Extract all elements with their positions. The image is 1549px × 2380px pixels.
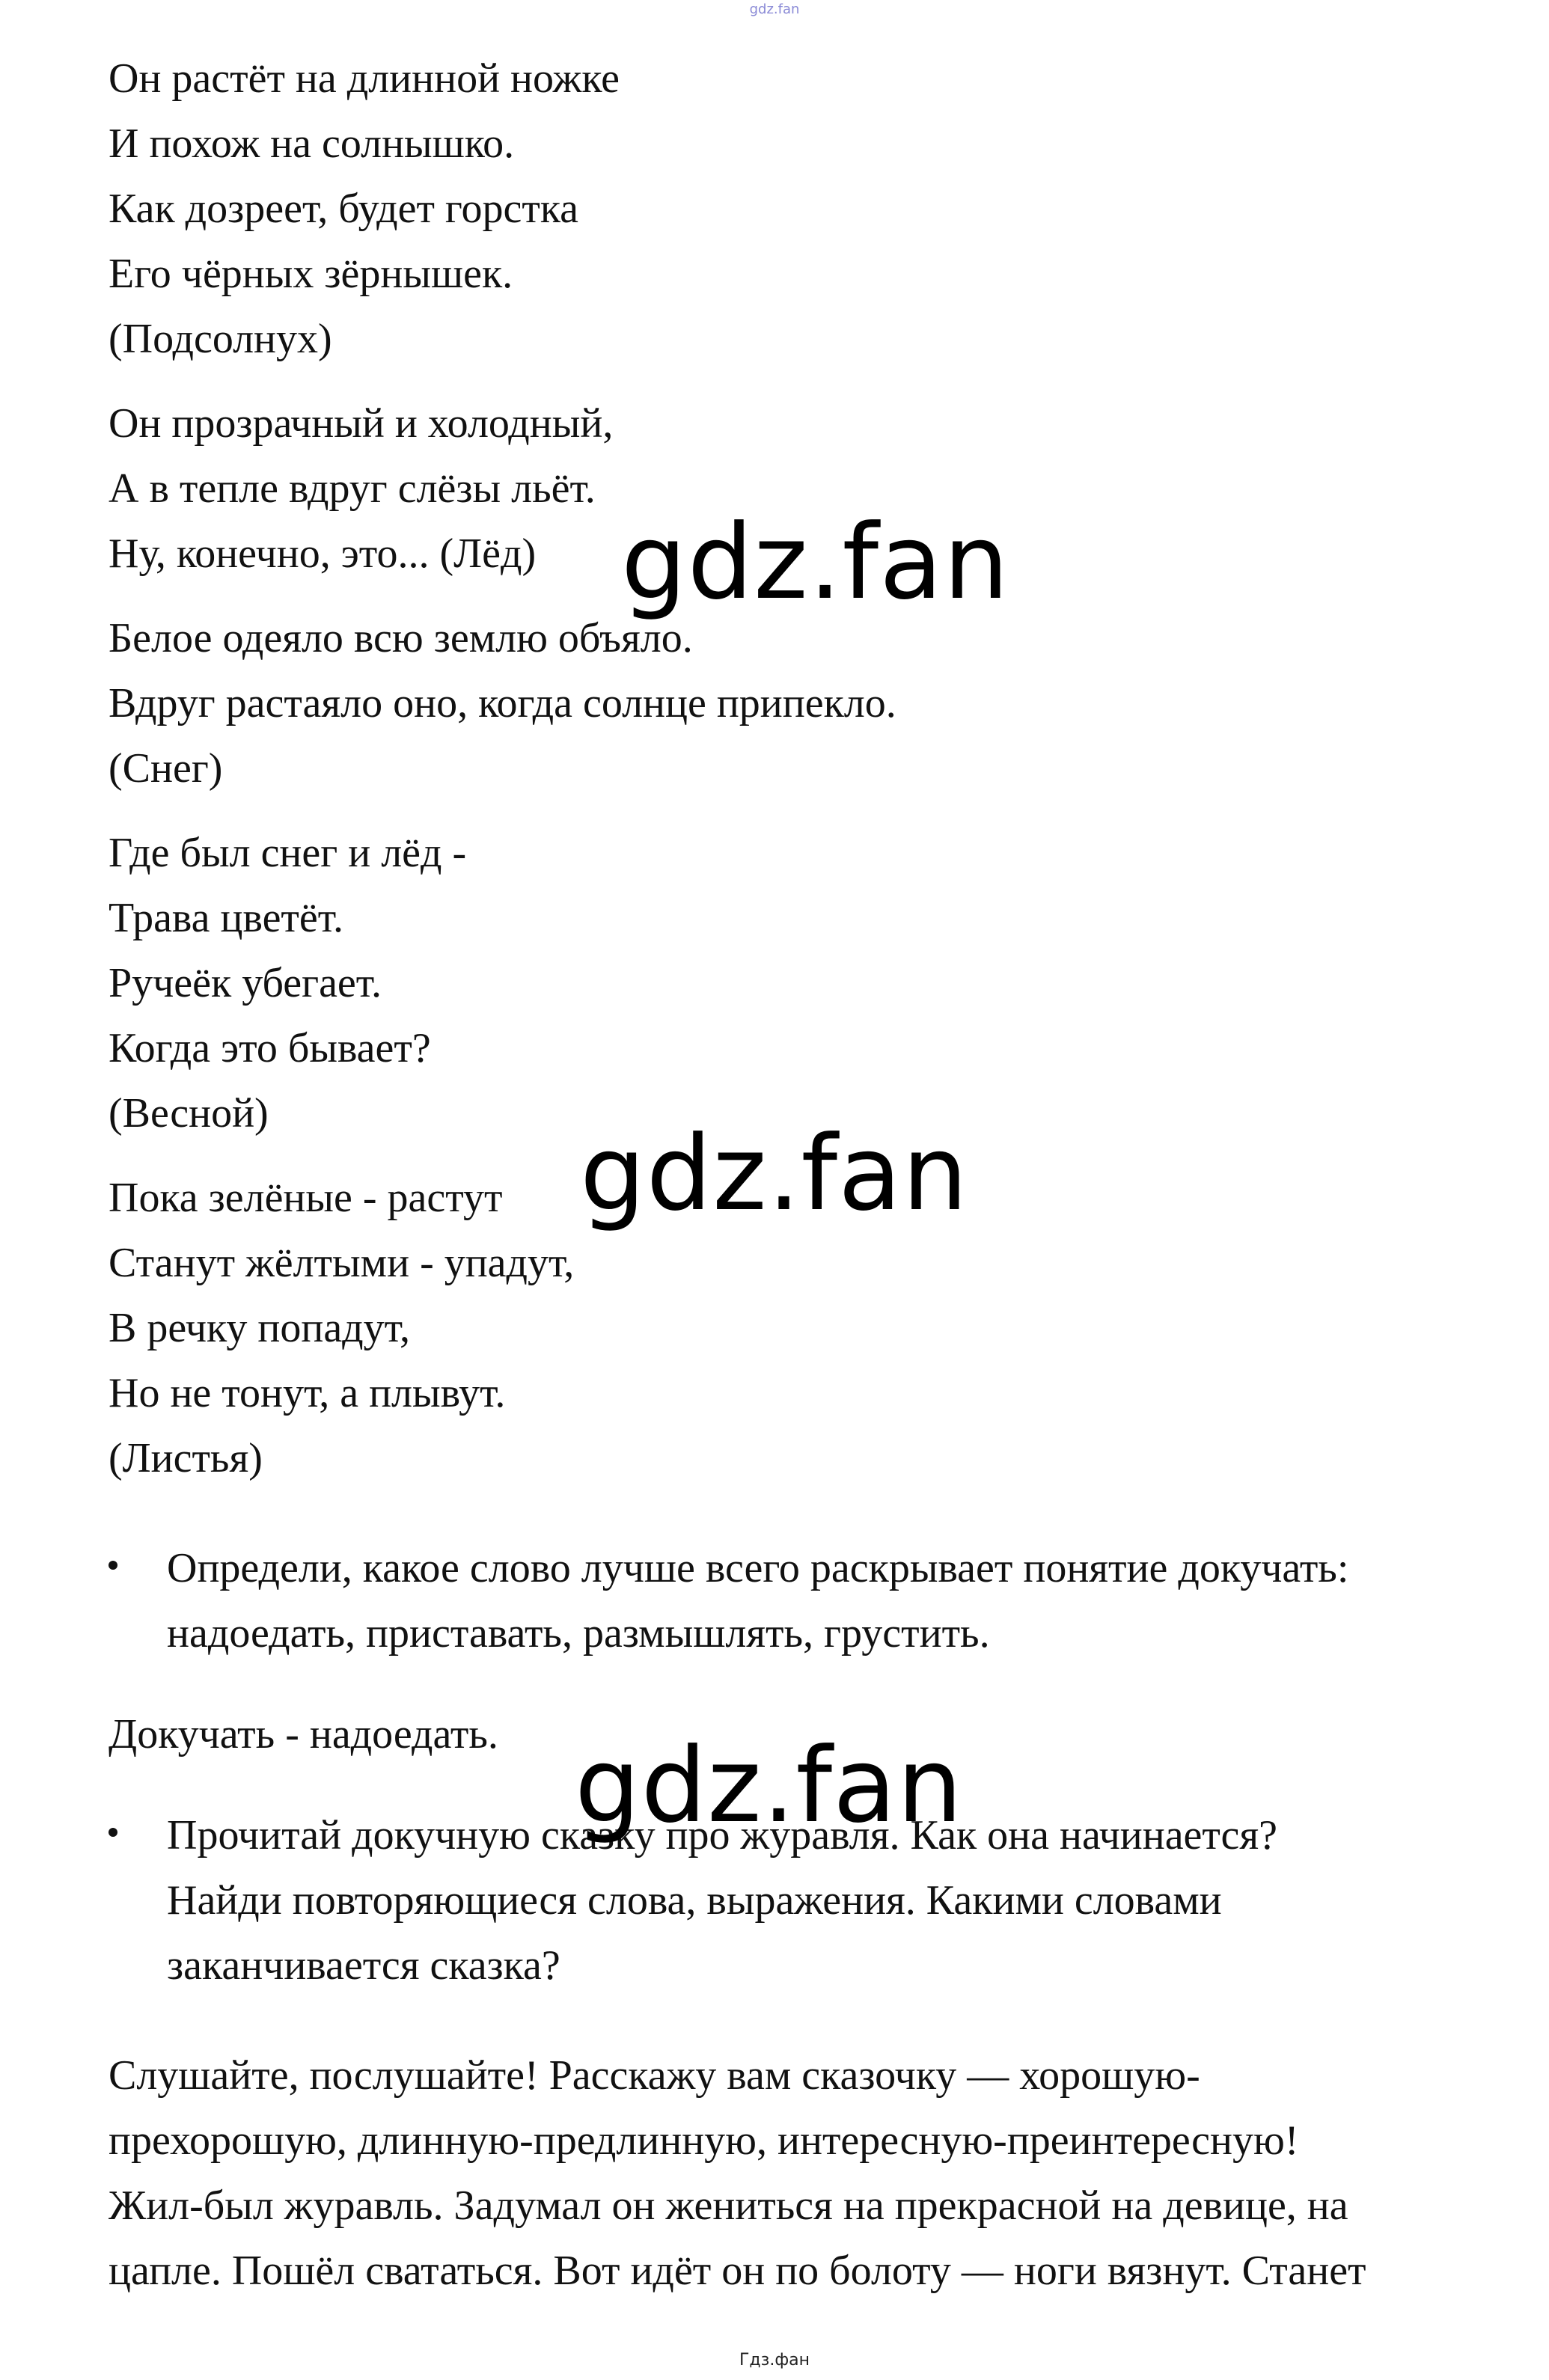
task-define-word	[109, 1536, 1485, 1666]
riddle-line: В речку попадут,	[109, 1305, 410, 1351]
riddle-line: Пока зелёные - растут	[109, 1175, 503, 1221]
riddle-line: И похож на солнышко.	[109, 120, 515, 167]
bullet-icon	[109, 1561, 117, 1570]
riddle-line: Ну, конечно, это... (Лёд)	[109, 530, 537, 577]
bullet-icon	[109, 1828, 117, 1837]
riddle-snow	[109, 606, 1485, 801]
riddle-answer: (Снег)	[109, 745, 223, 792]
task-line: заканчивается сказка?	[167, 1942, 560, 1989]
riddle-line: Ручеёк убегает.	[109, 960, 382, 1006]
story-line: Слушайте, послушайте! Расскажу вам сказочку — хорошую-	[109, 2052, 1200, 2099]
story-line: Жил-был журавль. Задумал он жениться на прекрасной на девице, на	[109, 2182, 1348, 2229]
task-line: надоедать, приставать, размышлять, грустить.	[167, 1610, 990, 1656]
header-site-mark: gdz.fan	[749, 1, 800, 17]
story-line: прехорошую, длинную-предлинную, интересную-преинтересную!	[109, 2117, 1299, 2164]
task-line: Определи, какое слово лучше всего раскрывает понятие докучать:	[167, 1545, 1349, 1591]
task-line: Найди повторяющиеся слова, выражения. Какими словами	[167, 1877, 1222, 1924]
riddle-answer: (Весной)	[109, 1090, 269, 1137]
answer-definition: Докучать - надоедать.	[109, 1711, 498, 1758]
riddle-line: А в тепле вдруг слёзы льёт.	[109, 465, 596, 512]
watermark: gdz.fan	[575, 1725, 964, 1846]
riddle-line: Станут жёлтыми - упадут,	[109, 1240, 575, 1286]
riddle-line: Трава цветёт.	[109, 895, 344, 941]
riddle-line: Он растёт на длинной ножке	[109, 55, 620, 102]
riddle-line: Вдруг растаяло оно, когда солнце припекло.	[109, 680, 896, 726]
story-line: цапле. Пошёл свататься. Вот идёт он по болоту — ноги вязнут. Станет	[109, 2248, 1366, 2294]
riddle-line: Где был снег и лёд -	[109, 830, 467, 876]
riddle-answer: (Подсолнух)	[109, 316, 332, 362]
riddle-line: Но не тонут, а плывут.	[109, 1370, 506, 1416]
riddle-line: Когда это бывает?	[109, 1025, 431, 1071]
task-line: Прочитай докучную сказку про журавля. Как она начинается?	[167, 1812, 1278, 1859]
watermark: gdz.fan	[580, 1113, 969, 1234]
crane-tale-text	[109, 2043, 1485, 2304]
riddle-sunflower	[109, 46, 1485, 372]
riddle-line: Он прозрачный и холодный,	[109, 400, 614, 447]
riddle-line: Белое одеяло всю землю объяло.	[109, 615, 693, 661]
riddle-line: Его чёрных зёрнышек.	[109, 251, 513, 297]
riddle-spring	[109, 821, 1485, 1146]
watermark: gdz.fan	[621, 502, 1010, 622]
footer-site-mark: Гдз.фан	[739, 2351, 810, 2370]
riddle-answer: (Листья)	[109, 1435, 263, 1481]
riddle-line: Как дозреет, будет горстка	[109, 186, 579, 232]
